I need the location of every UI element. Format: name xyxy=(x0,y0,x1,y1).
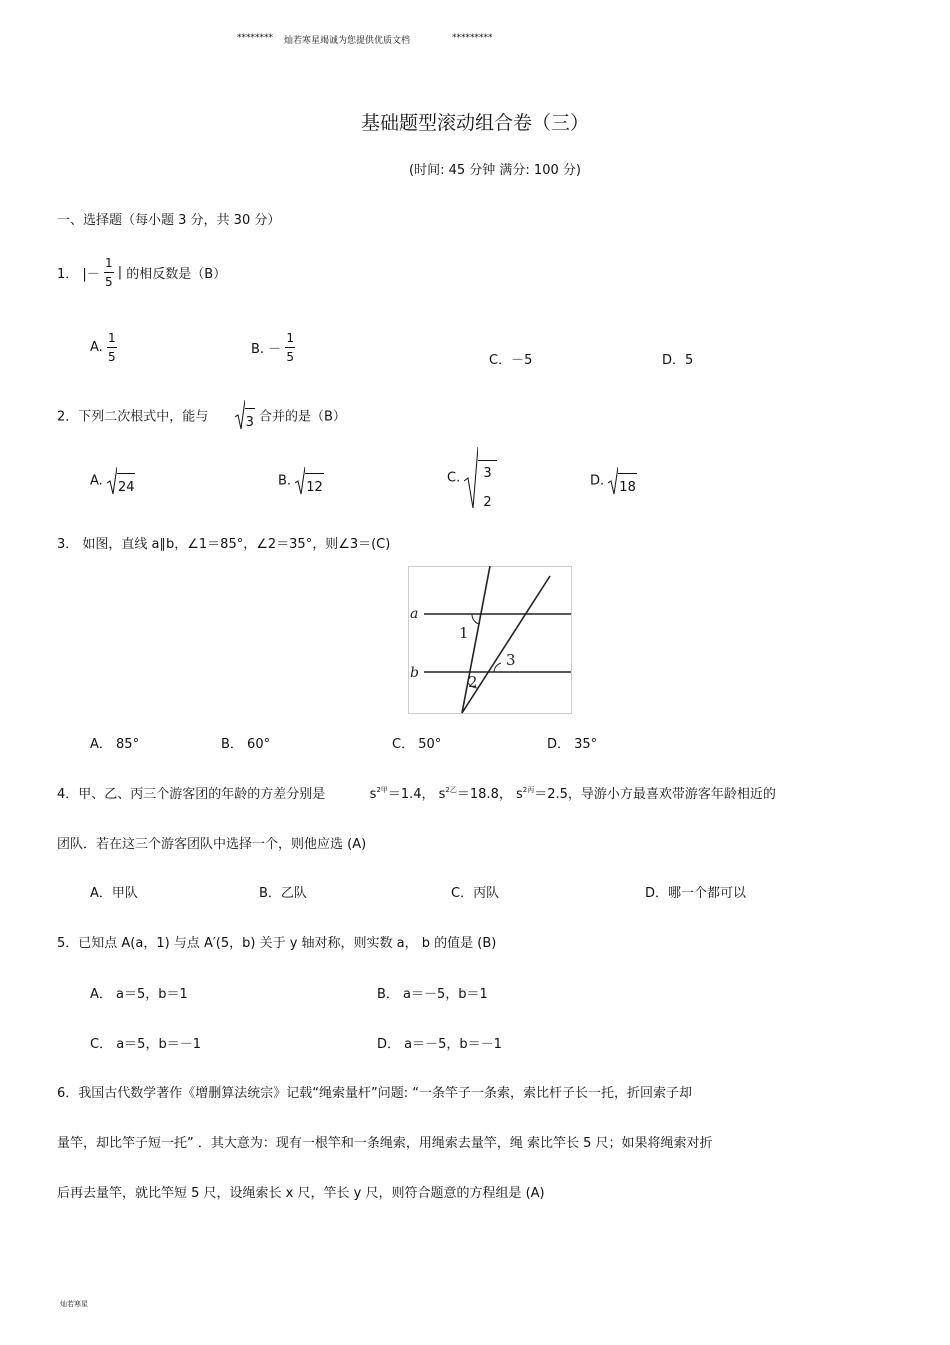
q2-option-d-label: D. xyxy=(590,473,605,489)
q2-sqrt-radicand: 3 xyxy=(245,408,255,430)
exam-info: (时间: 45 分钟 满分: 100 分) xyxy=(409,163,581,178)
label-angle-3: 3 xyxy=(506,651,516,669)
q4-s3: s xyxy=(515,787,523,802)
label-b: b xyxy=(410,665,419,681)
q5-option-d: D． a＝－5，b＝－1 xyxy=(377,1037,502,1052)
q3-option-a: A． 85° xyxy=(90,737,140,752)
q4-s1-sub: 2甲 xyxy=(376,786,388,794)
q3-option-c: C． 50° xyxy=(392,737,442,752)
header-stars-right: ********* xyxy=(452,33,493,43)
question-1 xyxy=(57,257,226,288)
q2-option-c-num: 3 xyxy=(483,466,492,481)
radical-sign-icon xyxy=(464,447,478,509)
question-5: 5．已知点 A(a，1) 与点 A′(5，b) 关于 y 轴对称，则实数 a， b 的值是 (B) xyxy=(57,936,497,951)
q1-option-d: D．5 xyxy=(662,353,694,368)
q3-option-d: D． 35° xyxy=(547,737,598,752)
q4-s2: s xyxy=(438,787,446,802)
q2-option-a-radicand: 24 xyxy=(117,473,136,495)
q1-option-b-fraction xyxy=(285,332,295,363)
question-6-line-3: 后再去量竿，就比竿短 5 尺，设绳索长 x 尺，竿长 y 尺，则符合题意的方程组是 (A) xyxy=(57,1186,545,1201)
radical-sign-icon xyxy=(608,467,618,495)
q5-option-a: A． a＝5，b＝1 xyxy=(90,987,188,1002)
q2-option-a-label: A. xyxy=(90,473,103,489)
q1-abs-right: | xyxy=(117,265,123,280)
q2-option-c-den: 2 xyxy=(483,495,492,510)
q5-option-c: C． a＝5，b＝－1 xyxy=(90,1037,201,1052)
q4-s2-value: ＝18.8， xyxy=(456,787,512,802)
q2-sqrt-3 xyxy=(235,400,255,430)
q4-option-b: B．乙队 xyxy=(259,886,307,901)
page-title: 基础题型滚动组合卷（三） xyxy=(360,112,589,134)
q1-abs-left: |－ xyxy=(82,267,100,282)
question-4-line-2: 团队．若在这三个游客团队中选择一个，则他应选 (A) xyxy=(57,837,367,852)
q2-option-b-radicand: 12 xyxy=(305,473,324,495)
q2-option-a xyxy=(90,467,135,495)
q2-option-c-radicand xyxy=(478,460,496,509)
q1-option-c: C．－5 xyxy=(489,353,533,368)
q1-number: 1． xyxy=(57,267,79,282)
q1-option-a-fraction xyxy=(107,332,117,363)
radical-sign-icon xyxy=(235,400,245,430)
q2-option-a-sqrt xyxy=(107,467,136,495)
q4-option-c: C．丙队 xyxy=(451,886,500,901)
page-footer: 灿若寒星 xyxy=(60,1300,88,1308)
q2-option-b-label: B. xyxy=(278,473,292,489)
q4-s3-sub: 2丙 xyxy=(522,786,535,794)
q1-frac-num: 1 xyxy=(104,257,114,273)
q2-stem-b: 合并的是（B） xyxy=(258,409,346,425)
q1-option-a-den: 5 xyxy=(107,350,116,364)
q4-s2-sub: 2乙 xyxy=(445,786,457,794)
question-3: 3． 如图，直线 a∥b，∠1＝85°，∠2＝35°，则∠3＝(C) xyxy=(57,537,391,552)
header-stars-left: ******** xyxy=(237,33,273,43)
q2-option-c-sqrt xyxy=(464,447,496,509)
q1-option-b-den: 5 xyxy=(286,350,294,364)
q4-option-d: D．哪一个都可以 xyxy=(645,886,747,901)
parallel-lines-figure xyxy=(408,566,572,714)
q1-stem: 的相反数是（B） xyxy=(126,267,227,282)
section-heading: 一、选择题（每小题 3 分，共 30 分） xyxy=(57,213,281,228)
q1-option-a-label: A. xyxy=(90,340,103,355)
q2-option-b-sqrt xyxy=(295,467,324,495)
q1-option-a-num: 1 xyxy=(107,332,117,348)
q2-option-d xyxy=(590,467,637,495)
q1-option-a xyxy=(90,332,117,363)
q2-stem-a: 2．下列二次根式中，能与 xyxy=(57,409,209,425)
question-4-line-1 xyxy=(57,783,776,802)
q4-stem-a: 4．甲、乙、丙三个游客团的年龄的方差分别是 xyxy=(57,787,326,802)
q1-fraction xyxy=(104,257,114,288)
figure-frame xyxy=(409,567,572,714)
q1-option-b-label: B. － xyxy=(251,342,282,357)
radical-sign-icon xyxy=(295,467,305,495)
q4-s3-value: ＝2.5，导游小方最喜欢带游客年龄相近的 xyxy=(534,787,776,802)
q2-option-c xyxy=(447,447,497,509)
q1-option-b-num: 1 xyxy=(285,332,295,348)
label-a: a xyxy=(410,606,419,622)
q2-option-c-fraction xyxy=(482,467,492,509)
label-angle-1: 1 xyxy=(459,624,469,642)
question-6-line-2: 量竿，却比竿子短一托” ．其大意为：现有一根竿和一条绳索，用绳索去量竿，绳 索比竿长 5 尺；如果将绳索对折 xyxy=(57,1136,713,1151)
q2-option-b xyxy=(278,467,324,495)
label-angle-2: 2 xyxy=(468,673,478,691)
header-text: 灿若寒星竭诚为您提供优质文档 xyxy=(284,36,411,46)
radical-sign-icon xyxy=(107,467,117,495)
question-2 xyxy=(57,400,346,430)
q4-option-a: A．甲队 xyxy=(90,886,138,901)
q5-option-b: B． a＝－5，b＝1 xyxy=(377,987,488,1002)
question-6-line-1: 6．我国古代数学著作《增删算法统宗》记载“绳索量杆”问题: “一条竿子一条索，索比杆子长一托，折回索子却 xyxy=(57,1086,692,1101)
q2-option-d-sqrt xyxy=(608,467,637,495)
q1-frac-den: 5 xyxy=(104,275,113,289)
q2-option-d-radicand: 18 xyxy=(618,473,637,495)
q4-s1-value: ＝1.4， xyxy=(387,787,435,802)
q2-option-c-label: C. xyxy=(447,470,461,486)
q3-option-b: B． 60° xyxy=(221,737,271,752)
q1-option-b xyxy=(251,332,295,363)
q4-s1: s xyxy=(369,787,377,802)
